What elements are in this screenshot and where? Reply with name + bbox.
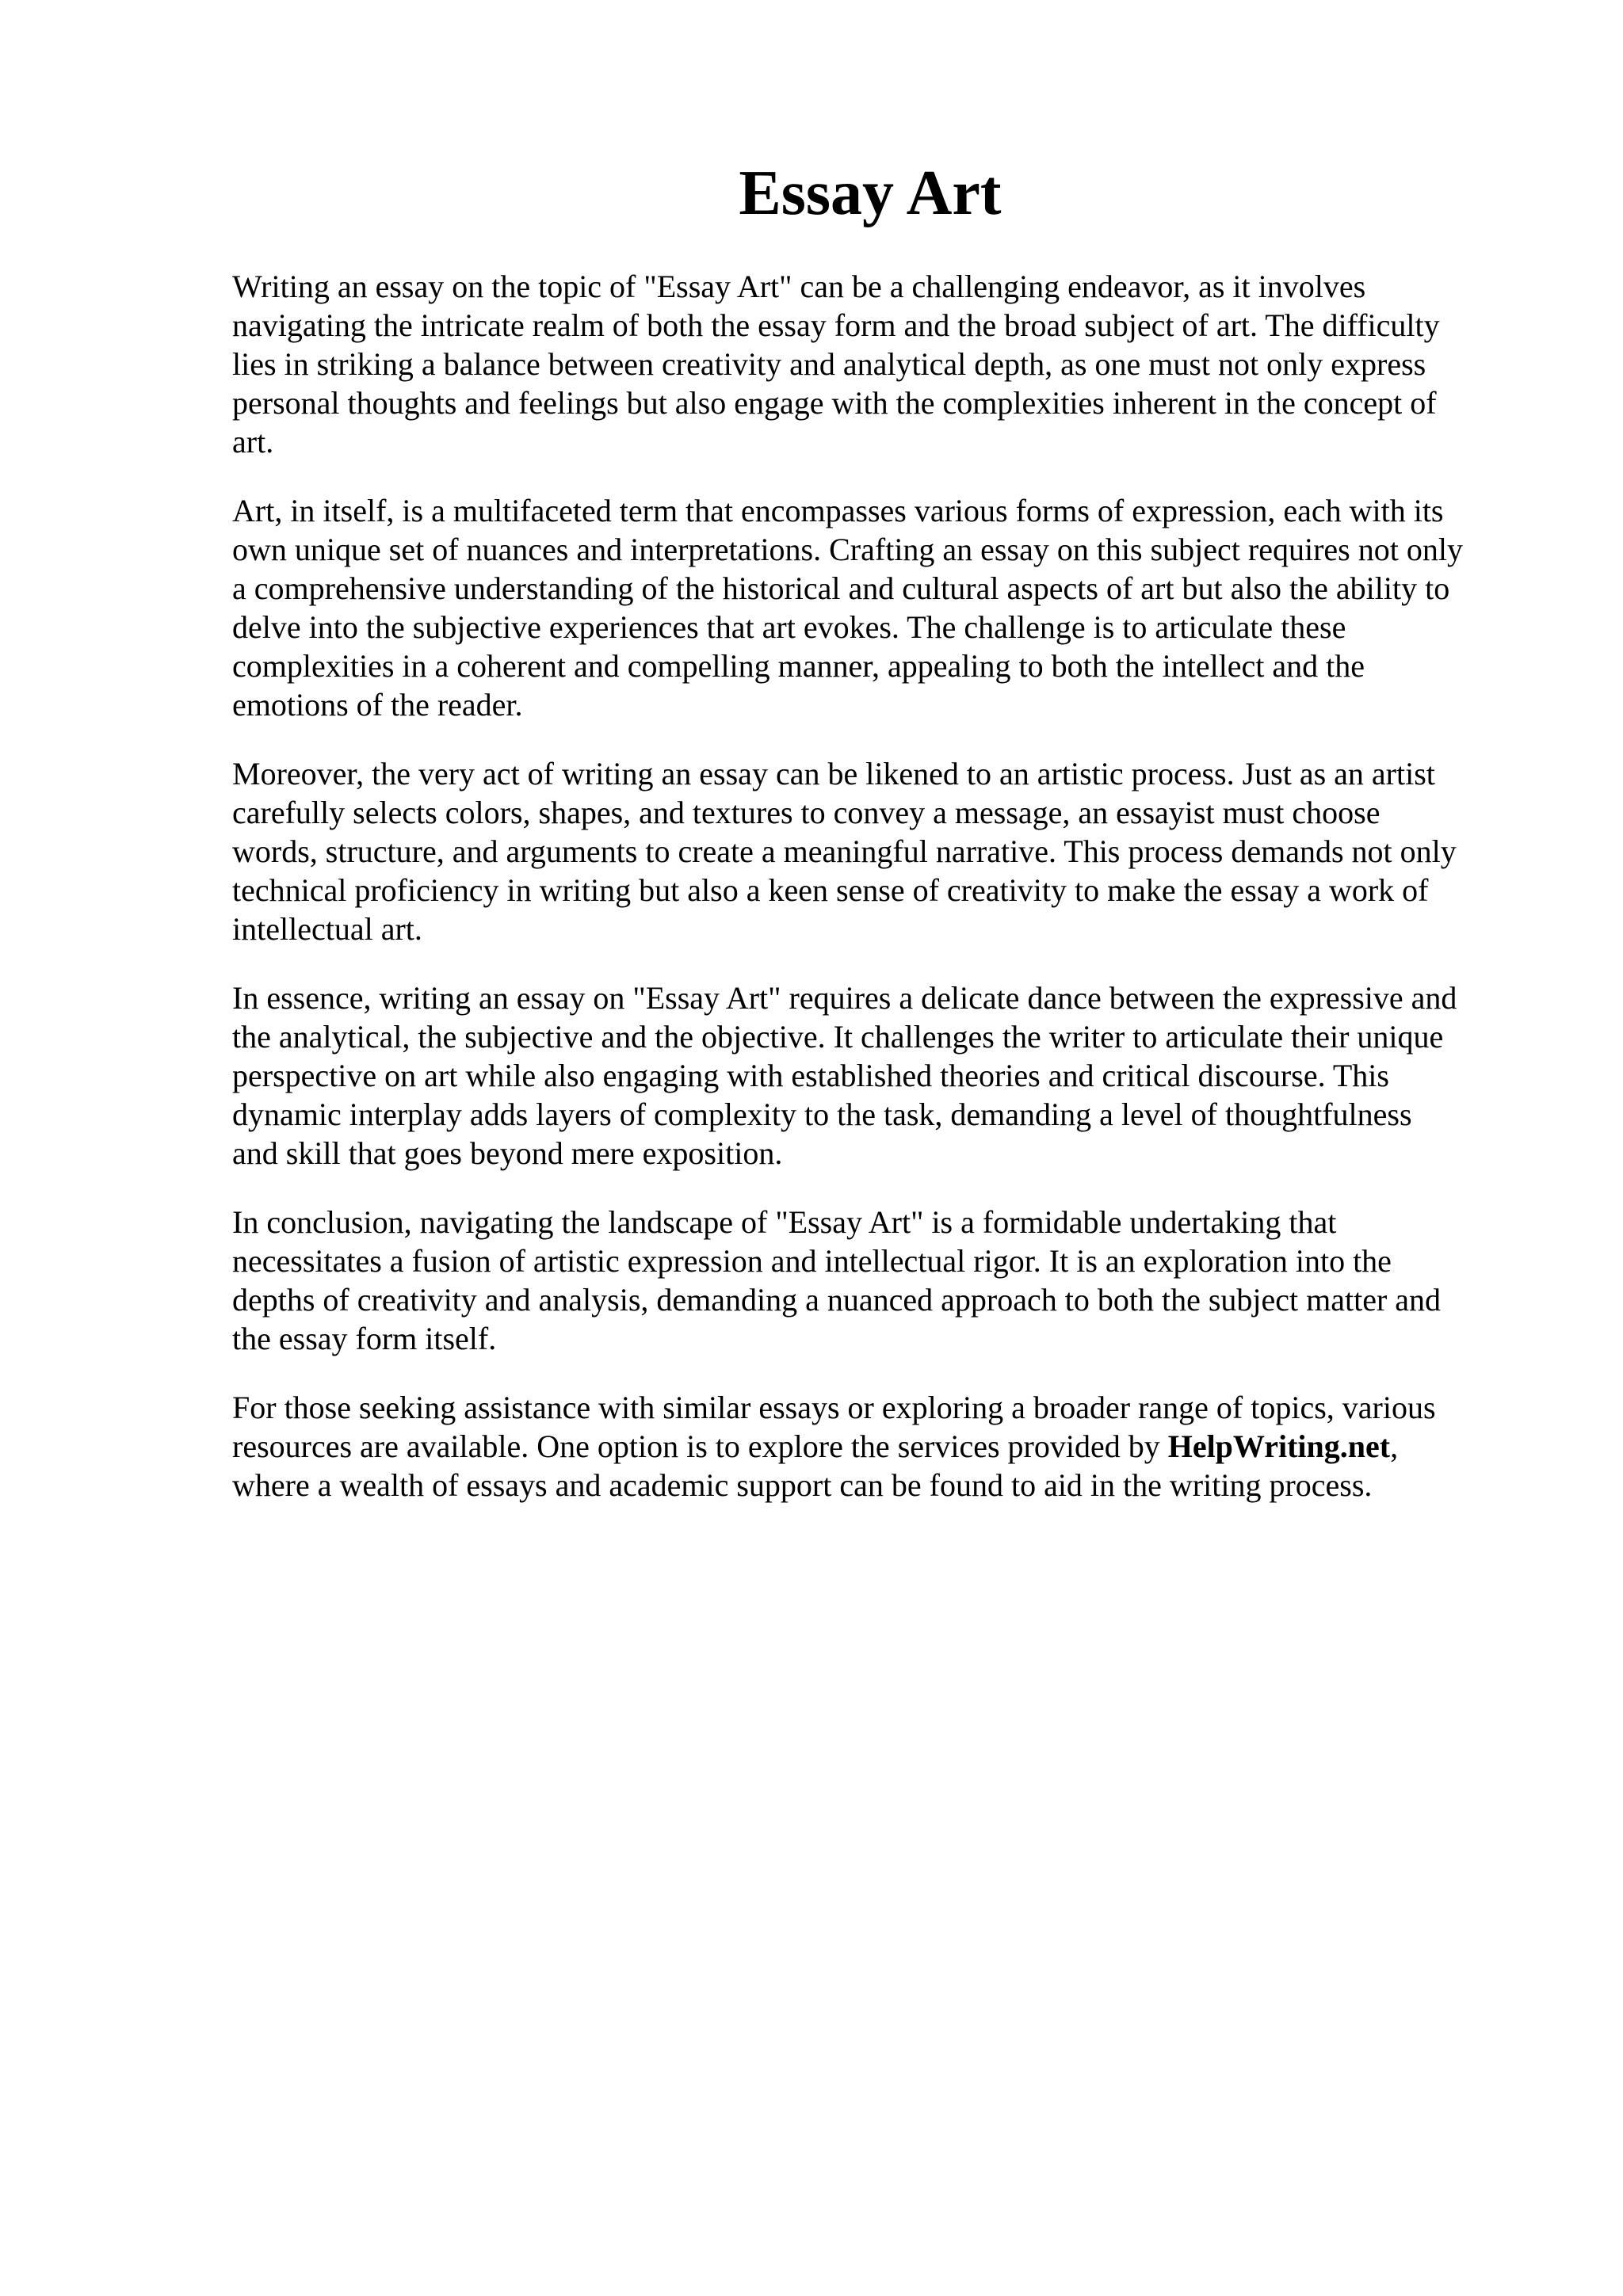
text-line: Art, in itself, is a multifaceted term that encompasses various forms of expression, each with its <box>232 493 1444 528</box>
text-line: words, structure, and arguments to create a meaningful narrative. This process demands not only <box>232 833 1457 869</box>
text-line: depths of creativity and analysis, demanding a nuanced approach to both the subject matter and <box>232 1282 1442 1318</box>
text-line: intellectual art. <box>232 911 422 947</box>
text-line: carefully selects colors, shapes, and textures to convey a message, an essayist must choose <box>232 795 1381 830</box>
text-line: navigating the intricate realm of both the essay form and the broad subject of art. The difficulty <box>232 307 1440 343</box>
paragraph-1 <box>232 267 1520 461</box>
document-body <box>232 267 1520 1535</box>
text-line: own unique set of nuances and interpretations. Crafting an essay on this subject requires not only <box>232 532 1463 567</box>
text-line: the analytical, the subjective and the objective. It challenges the writer to articulate their unique <box>232 1019 1444 1055</box>
paragraph-2 <box>232 491 1520 724</box>
paragraph-4 <box>232 978 1520 1173</box>
text-line: For those seeking assistance with similar essays or exploring a broader range of topics, various <box>232 1390 1436 1425</box>
paragraph-5 <box>232 1203 1520 1358</box>
text-fragment: resources are available. One option is to explore the services provided by <box>232 1428 1168 1464</box>
text-line: perspective on art while also engaging with established theories and critical discourse. This <box>232 1058 1389 1093</box>
text-line: necessitates a fusion of artistic expression and intellectual rigor. It is an exploration into the <box>232 1243 1392 1279</box>
closing-paragraph <box>232 1388 1520 1505</box>
text-line: Moreover, the very act of writing an essay can be likened to an artistic process. Just as an artist <box>232 756 1435 791</box>
text-line <box>232 1427 1520 1466</box>
text-line: dynamic interplay adds layers of complexity to the task, demanding a level of thoughtfulness <box>232 1097 1412 1132</box>
text-line: art. <box>232 424 274 460</box>
text-line: lies in striking a balance between creativity and analytical depth, as one must not only express <box>232 346 1426 382</box>
paragraph-3 <box>232 754 1520 948</box>
text-line: delve into the subjective experiences that art evokes. The challenge is to articulate these <box>232 609 1346 645</box>
text-line: In conclusion, navigating the landscape of "Essay Art" is a formidable undertaking that <box>232 1204 1337 1240</box>
text-line: Writing an essay on the topic of "Essay Art" can be a challenging endeavor, as it involves <box>232 269 1366 304</box>
text-line: where a wealth of essays and academic support can be found to aid in the writing process. <box>232 1467 1373 1503</box>
text-line: the essay form itself. <box>232 1321 497 1356</box>
text-line: In essence, writing an essay on "Essay Art" requires a delicate dance between the expressive and <box>232 980 1457 1016</box>
text-line: and skill that goes beyond mere exposition. <box>232 1135 783 1171</box>
text-fragment: , <box>1390 1428 1399 1464</box>
text-line: complexities in a coherent and compelling manner, appealing to both the intellect and the <box>232 648 1365 684</box>
document-title: Essay Art <box>739 158 1002 228</box>
text-line: a comprehensive understanding of the historical and cultural aspects of art but also the ability to <box>232 570 1450 606</box>
text-line: personal thoughts and feelings but also engage with the complexities inherent in the concept of <box>232 385 1437 421</box>
text-line: emotions of the reader. <box>232 687 523 723</box>
helpwriting-link[interactable]: HelpWriting.net <box>1167 1428 1391 1464</box>
text-line: technical proficiency in writing but also a keen sense of creativity to make the essay a work of <box>232 872 1429 908</box>
